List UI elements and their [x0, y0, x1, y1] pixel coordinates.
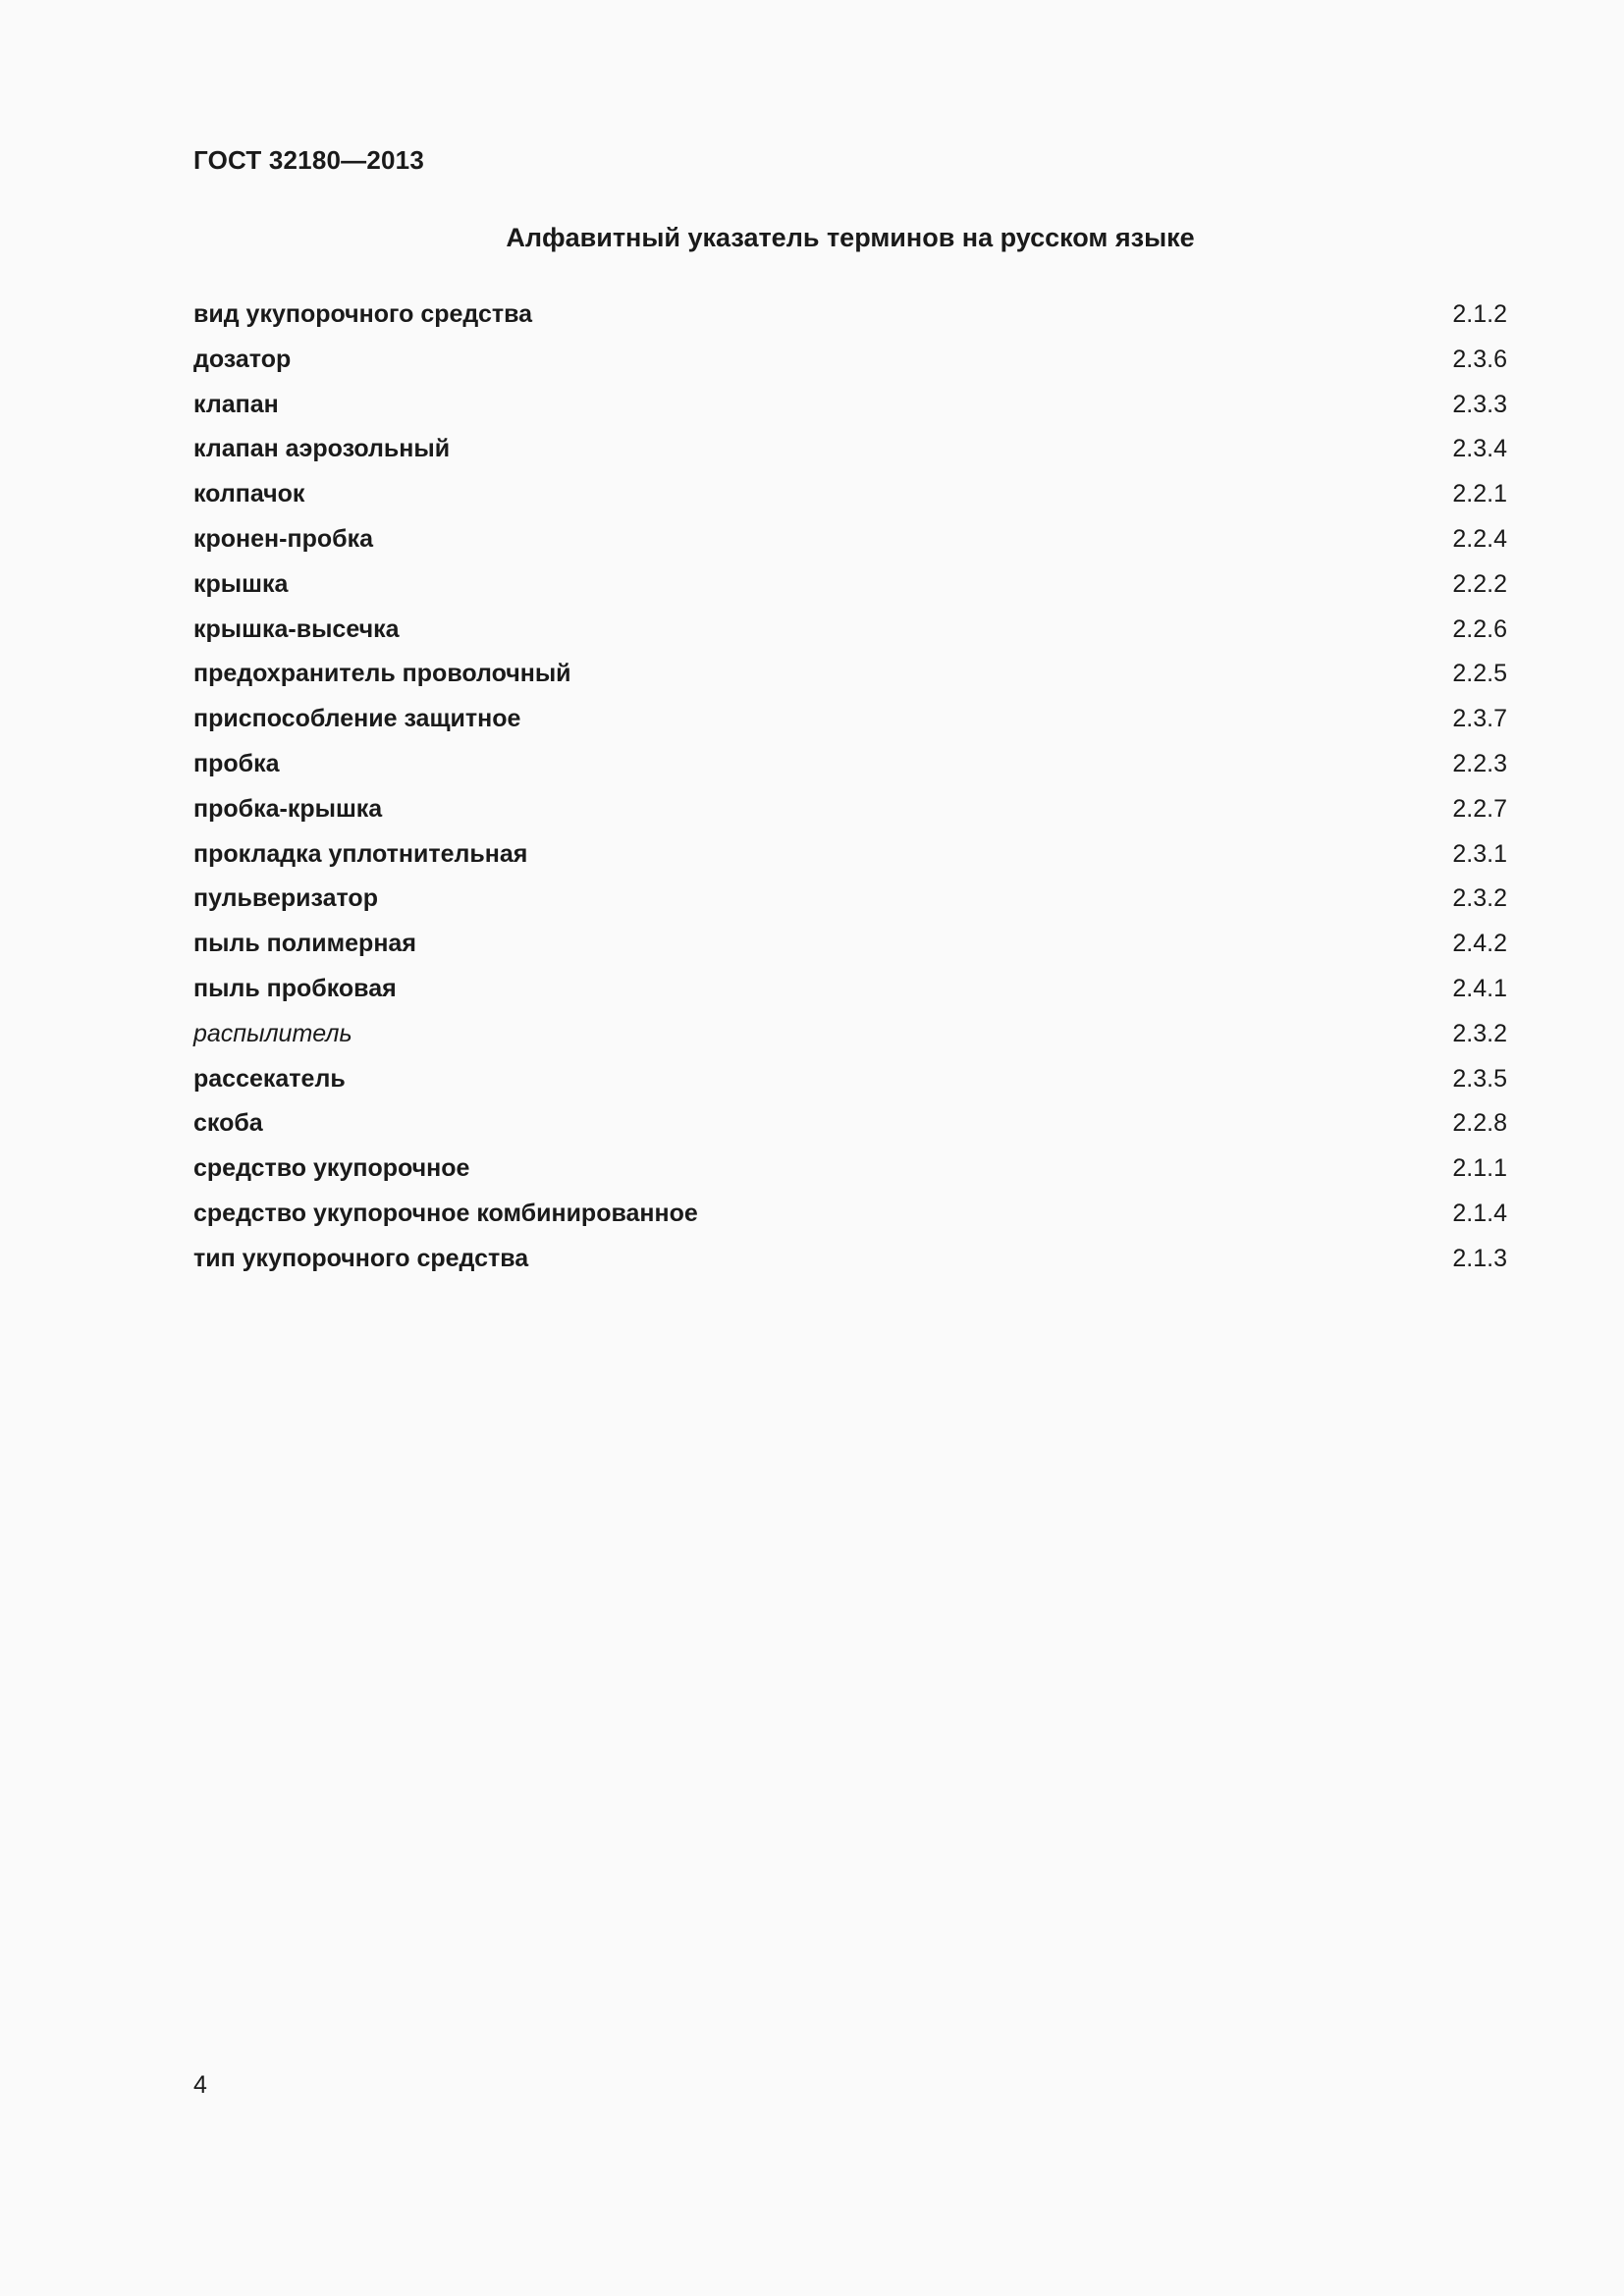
index-term: прокладка уплотнительная [193, 839, 528, 868]
index-reference: 2.2.3 [1452, 749, 1507, 777]
index-term: пыль пробковая [193, 974, 397, 1002]
index-reference: 2.4.2 [1452, 930, 1507, 958]
index-entry [193, 1109, 1507, 1154]
index-term: пробка-крышка [193, 794, 383, 823]
index-term: пыль полимерная [193, 930, 416, 958]
index-reference: 2.4.1 [1452, 974, 1507, 1002]
index-reference: 2.2.7 [1452, 794, 1507, 823]
index-reference: 2.3.2 [1452, 884, 1507, 913]
index-term: средство укупорочное [193, 1154, 470, 1183]
index-entry [193, 884, 1507, 930]
index-term: колпачок [193, 480, 305, 508]
index-entry [193, 1020, 1507, 1065]
document-header: ГОСТ 32180—2013 [193, 145, 424, 175]
index-term: вид укупорочного средства [193, 300, 533, 328]
index-title: Алфавитный указатель терминов на русском языке [506, 223, 1195, 252]
index-entry [193, 346, 1507, 391]
index-entry [193, 1065, 1507, 1110]
index-reference: 2.3.5 [1452, 1064, 1507, 1093]
index-reference: 2.3.4 [1452, 435, 1507, 463]
index-reference: 2.1.2 [1452, 300, 1507, 328]
index-term: кронен-пробка [193, 524, 373, 553]
index-entry [193, 975, 1507, 1020]
page-number: 4 [193, 2071, 207, 2099]
index-term: скоба [193, 1109, 263, 1138]
index-term: распылитель [193, 1019, 352, 1047]
index-reference: 2.3.3 [1452, 390, 1507, 418]
index-reference: 2.1.3 [1452, 1244, 1507, 1272]
index-reference: 2.2.8 [1452, 1109, 1507, 1138]
index-reference: 2.2.6 [1452, 614, 1507, 643]
index-term: рассекатель [193, 1064, 346, 1093]
index-term: клапан [193, 390, 279, 418]
index-entry [193, 1245, 1507, 1290]
index-reference: 2.3.2 [1452, 1019, 1507, 1047]
index-entry [193, 480, 1507, 525]
index-entry [193, 1200, 1507, 1245]
index-term: пульверизатор [193, 884, 378, 913]
index-reference: 2.1.4 [1452, 1199, 1507, 1227]
index-entry [193, 615, 1507, 661]
index-reference: 2.3.1 [1452, 839, 1507, 868]
index-entry [193, 795, 1507, 840]
index-entry [193, 705, 1507, 750]
index-entry [193, 570, 1507, 615]
index-term: пробка [193, 749, 280, 777]
index-reference: 2.2.4 [1452, 524, 1507, 553]
index-term: крышка-высечка [193, 614, 400, 643]
index-term: предохранитель проволочный [193, 660, 571, 688]
index-entry [193, 300, 1507, 346]
index-reference: 2.2.1 [1452, 480, 1507, 508]
index-term: приспособление защитное [193, 705, 521, 733]
index-entry [193, 840, 1507, 885]
term-index-list [193, 300, 1507, 1290]
index-term: дозатор [193, 345, 292, 373]
index-entry [193, 930, 1507, 975]
index-entry [193, 750, 1507, 795]
index-reference: 2.2.2 [1452, 569, 1507, 598]
index-entry [193, 435, 1507, 480]
index-reference: 2.3.7 [1452, 705, 1507, 733]
index-entry [193, 660, 1507, 705]
index-term: тип укупорочного средства [193, 1244, 529, 1272]
index-term: средство укупорочное комбинированное [193, 1199, 698, 1227]
index-term: крышка [193, 569, 289, 598]
index-reference: 2.2.5 [1452, 660, 1507, 688]
index-entry [193, 525, 1507, 570]
index-entry [193, 1154, 1507, 1200]
index-term: клапан аэрозольный [193, 435, 451, 463]
index-reference: 2.1.1 [1452, 1154, 1507, 1183]
index-entry [193, 391, 1507, 436]
index-reference: 2.3.6 [1452, 345, 1507, 373]
